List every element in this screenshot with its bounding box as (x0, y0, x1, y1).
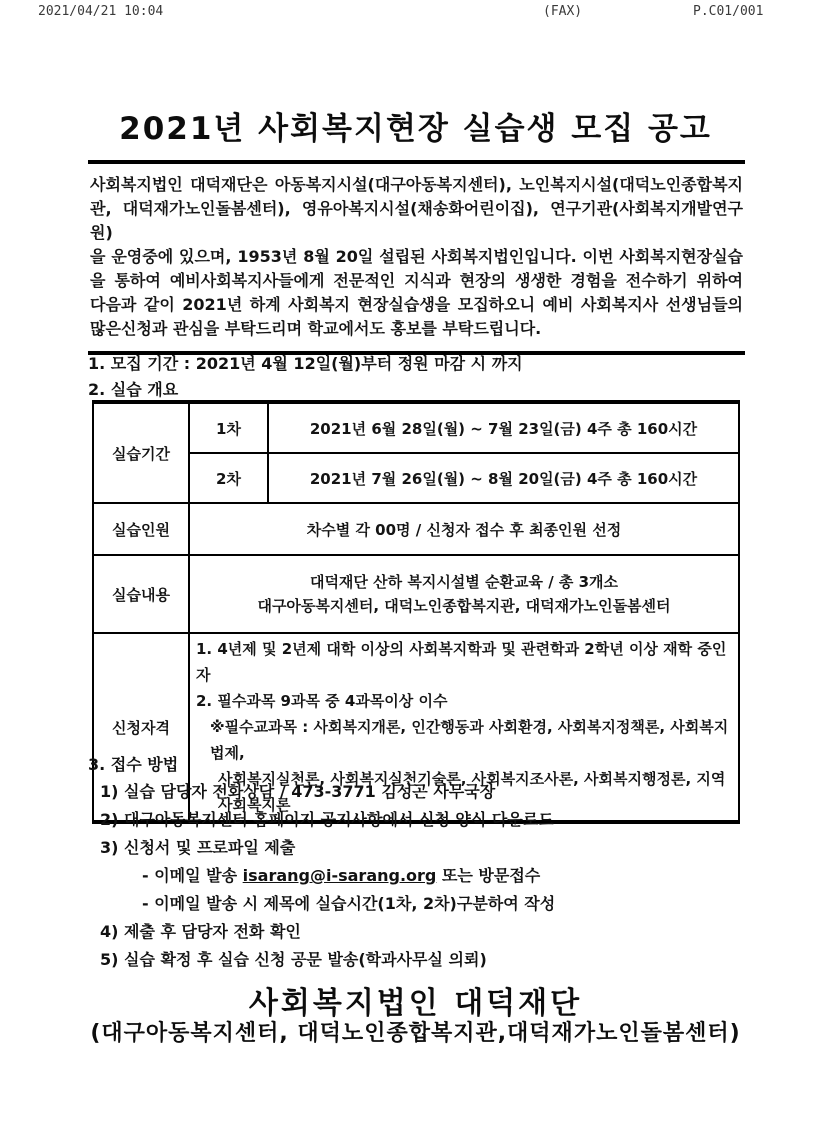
document-title: 2021년 사회복지현장 실습생 모집 공고 (119, 111, 712, 147)
row-header-qualification: 신청자격 (93, 633, 189, 822)
intro-box (88, 160, 745, 355)
qualification-line: ※필수교과목 : 사회복지개론, 인간행동과 사회환경, 사회복지정책론, 사회복지법제, (210, 718, 729, 762)
method-section (88, 752, 748, 979)
method-item-3a (142, 867, 748, 885)
table-row (93, 402, 739, 453)
table-row (93, 555, 739, 633)
headcount-value: 차수별 각 00명 / 신청자 접수 후 최종인원 선정 (189, 503, 739, 555)
intro-line: 을 운영중에 있으며, 1953년 8월 20일 설립된 사회복지법인입니다. 이번 사회복지현장실습 (90, 247, 743, 266)
intro-line: 다음과 같이 2021년 하계 사회복지 현장실습생을 모집하오니 예비 사회복지사 선생님들의 (90, 295, 743, 314)
qualification-line: 2. 필수과목 9과목 중 4과목이상 이수 (196, 692, 448, 710)
contents-line: 대덕재단 산하 복지시설별 순환교육 / 총 3개소 (309, 573, 619, 591)
intro-line: 관, 대덕재가노인돌봄센터), 영유아복지시설(채송화어린이집), 연구기관(사회복지개발연구원) (90, 199, 743, 242)
round-1-label: 1차 (189, 402, 268, 453)
method-item-4: 4) 제출 후 담당자 전화 확인 (100, 922, 301, 941)
fax-timestamp: 2021/04/21 10:04 (38, 4, 164, 19)
email-prefix: - 이메일 발송 (142, 866, 243, 885)
round-2-label: 2차 (189, 453, 268, 503)
fax-header (0, 4, 831, 24)
method-item-5: 5) 실습 확정 후 실습 신청 공문 발송(학과사무실 의뢰) (100, 950, 487, 969)
section-recruit-period: 1. 모집 기간 : 2021년 4월 12일(월)부터 정원 마감 시 까지 (88, 354, 523, 373)
contents-line: 대구아동복지센터, 대덕노인종합복지관, 대덕재가노인돌봄센터 (257, 597, 671, 615)
round-2-value: 2021년 7월 26일(월) ~ 8월 20일(금) 4주 총 160시간 (268, 453, 739, 503)
fax-label: (FAX) (543, 4, 583, 19)
row-header-period: 실습기간 (93, 402, 189, 503)
footer-organization-name: 사회복지법인 대덕재단 (248, 986, 583, 1021)
method-heading: 3. 접수 방법 (88, 755, 179, 774)
section-overview-heading: 2. 실습 개요 (88, 380, 179, 399)
round-1-value: 2021년 6월 28일(월) ~ 7월 23일(금) 4주 총 160시간 (268, 402, 739, 453)
email-suffix: 또는 방문접수 (436, 866, 541, 885)
contents-value (189, 555, 739, 633)
row-header-contents: 실습내용 (93, 555, 189, 633)
method-item-1: 1) 실습 담당자 전화상담 / 473-3771 김성곤 사무국장 (100, 782, 496, 801)
qualification-line: 사회복지실천론, 사회복지실천기술론, 사회복지조사론, 사회복지행정론, 지역사회복지론 (218, 770, 726, 814)
footer-organization-facilities: (대구아동복지센터, 대덕노인종합복지관,대덕재가노인돌봄센터) (90, 1021, 741, 1046)
email-address: isarang@i-sarang.org (242, 866, 437, 885)
qualification-line: 1. 4년제 및 2년제 대학 이상의 사회복지학과 및 관련학과 2학년 이상 재학 중인 자 (196, 640, 727, 684)
fax-page-counter: P.C01/001 (693, 4, 764, 19)
intro-line: 많은신청과 관심을 부탁드리며 학교에서도 홍보를 부탁드립니다. (90, 319, 542, 338)
intro-line: 을 통하여 예비사회복지사들에게 전문적인 지식과 현장의 생생한 경험을 전수하기 위하여 (90, 271, 743, 290)
method-item-2: 2) 대구아동복지센터 홈페이지 공지사항에서 신청 양식 다운로드 (100, 810, 554, 829)
table-row (93, 503, 739, 555)
intro-line: 사회복지법인 대덕재단은 아동복지시설(대구아동복지센터), 노인복지시설(대덕노인종합복지 (90, 175, 743, 194)
method-item-3b: - 이메일 발송 시 제목에 실습시간(1차, 2차)구분하여 작성 (142, 894, 556, 913)
table-row (93, 453, 739, 503)
method-item-3: 3) 신청서 및 프로파일 제출 (100, 838, 296, 857)
row-header-headcount: 실습인원 (93, 503, 189, 555)
